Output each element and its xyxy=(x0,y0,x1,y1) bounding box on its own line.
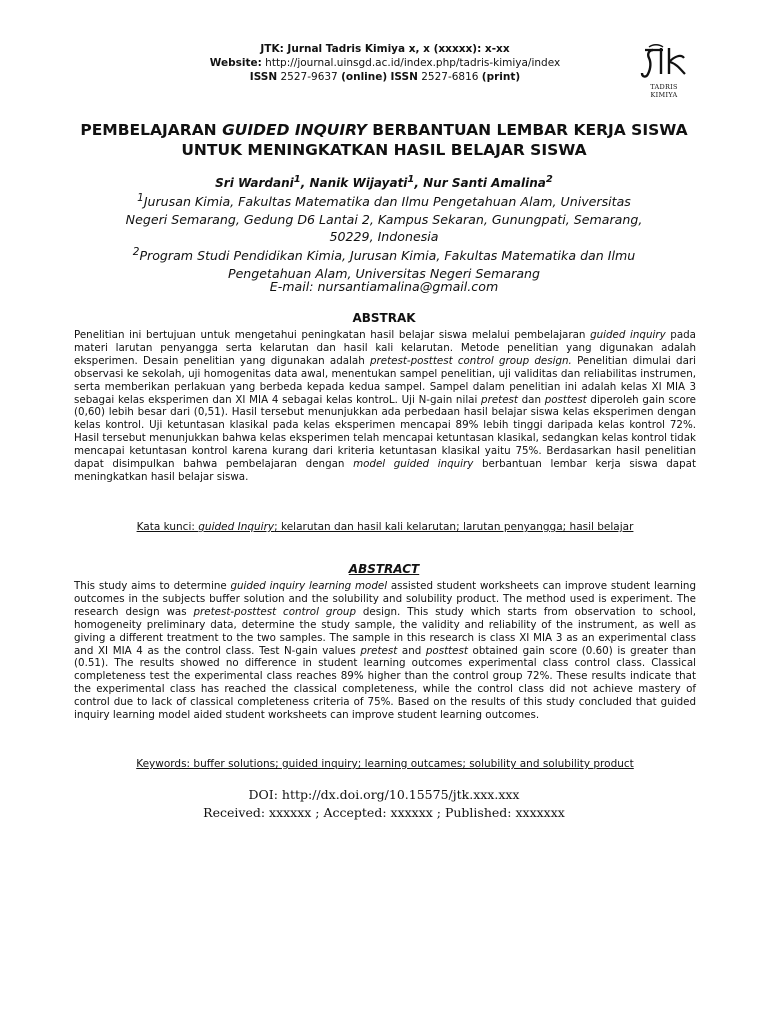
abstrak-text: diperoleh gain score (0,60) lebih besar dari (0,51). Hasil tersebut menunjukkan ada perbedaan hasil belajar siswa kelas eksperimen dengan kelas kontrol. Uji ketuntasan klasikal pada kelas eksperimen mencapai 89% lebih tinggi daripada kelas kontrol 72%. Hasil tersebut menunjukkan bahwa kelas eksperimen telah mencapai ketuntasan klasikal, sedangkan kelas kontrol tidak mencapai ketuntasan kontrol karena kurang dari kriteria ketuntasan klasikal yaitu 75%. Berdasarkan hasil penelitian dapat disimpulkan bahwa pembelajaran dengan xyxy=(74,393,696,471)
abstrak-body xyxy=(74,329,696,484)
title-line-2: UNTUK MENINGKATKAN HASIL BELAJAR SISWA xyxy=(181,141,587,159)
abstract-text: assisted student worksheets can improve student learning outcomes in the subjects buffer solution and the solubility and solubility product. The method used is experiment. The research design was xyxy=(74,580,696,618)
issn-print: 2527-6816 xyxy=(421,71,479,83)
jtk-logo-icon xyxy=(639,44,689,82)
title-part: PEMBELAJARAN xyxy=(80,121,223,139)
journal-logo xyxy=(636,44,692,99)
abstrak-text: Penelitian dimulai dari observasi ke sekolah, uji homogenitas data awal, menentukan sampel penelitian, uji validitas dan reliabilitas instrumen, serta memberikan perlakuan yang berbeda kepada kedua sampel. Sampel dalam penelitian ini adalah kelas XI MIA 3 sebagai kelas eksperimen dan XI MIA 4 sebagai kelas kontroL. Uji N-gain nilai xyxy=(74,354,696,406)
issn-online: 2527-9637 xyxy=(280,71,338,83)
print-label: (print) xyxy=(481,71,521,83)
author-affil-mark: 2 xyxy=(545,174,553,185)
website-url[interactable]: http://journal.uinsgd.ac.id/index.php/tadris-kimiya/index xyxy=(265,57,561,69)
abstrak-text: dan xyxy=(517,393,545,406)
abstrak-text: Penelitian ini bertujuan untuk mengetahui peningkatan hasil belajar siswa melalui pembelajaran xyxy=(74,329,591,341)
author-separator: , xyxy=(414,176,424,190)
paper-title xyxy=(40,120,728,160)
journal-header xyxy=(150,42,620,84)
abstrak-italic: guided inquiry xyxy=(590,329,666,341)
title-line-1 xyxy=(40,120,728,140)
affil-mark: 2 xyxy=(132,246,140,258)
doi-line[interactable]: DOI: http://dx.doi.org/10.15575/jtk.xxx.xxx xyxy=(248,787,520,802)
abstract-heading: ABSTRACT xyxy=(348,562,420,576)
affiliation-2 xyxy=(120,244,648,282)
author-affil-mark: 1 xyxy=(293,174,301,185)
issn-label: ISSN xyxy=(390,71,418,83)
journal-citation: JTK: Jurnal Tadris Kimiya x, x (xxxxx): x-xx xyxy=(260,43,510,55)
abstract-text: obtained gain score (0.60) is greater than (0.51). The results showed no difference in student learning outcomes experimental class control class. Classical completeness test the experimental class reaches 89% higher than the control group 72%. These results indicate that the experimental class has reached the classical completeness, while the control class did not achieve mastery of control due to lack of classical completeness criteria of 75%. Based on the results of this study concluded that guided inquiry learning model aided student worksheets can improve student learning outcomes. xyxy=(74,644,696,722)
author-separator: , xyxy=(300,176,310,190)
author-list xyxy=(120,174,648,190)
logo-caption: TADRIS KIMIYA xyxy=(650,83,678,99)
online-label: (online) xyxy=(341,71,388,83)
publication-dates: Received: xxxxxx ; Accepted: xxxxxx ; Published: xxxxxxx xyxy=(203,805,565,820)
author-name: Nur Santi Amalina xyxy=(423,176,546,190)
journal-issn xyxy=(150,70,620,84)
affil-text: Jurusan Kimia, Fakultas Matematika dan Ilmu Pengetahuan Alam, Universitas Negeri Semarang, Gedung D6 Lantai 2, Kampus Sekaran, Gunungpati, Semarang, 50229, Indonesia xyxy=(125,194,643,245)
abstract-italic: posttest xyxy=(425,644,468,657)
author-name: Nanik Wijayati xyxy=(309,176,408,190)
website-label: Website: xyxy=(209,57,262,69)
abstract-text: This study aims to determine xyxy=(74,580,231,592)
abstrak-italic: posttest xyxy=(544,393,587,406)
issn-label: ISSN xyxy=(249,71,278,83)
affiliation-1 xyxy=(120,190,648,246)
abstrak-italic: model guided inquiry xyxy=(353,458,474,471)
abstrak-italic: pretest xyxy=(481,393,518,406)
keywords: Keywords: buffer solutions; guided inquiry; learning outcames; solubility and solubility product xyxy=(136,758,634,770)
kw-italic: guided Inquiry xyxy=(198,521,275,533)
abstract-body xyxy=(74,580,696,722)
affil-text: Program Studi Pendidikan Kimia, Jurusan Kimia, Fakultas Matematika dan Ilmu Pengetahuan Alam, Universitas Negeri Semarang xyxy=(139,248,636,281)
kata-kunci xyxy=(74,521,696,533)
abstract-italic: pretest-posttest control group xyxy=(193,605,356,618)
abstrak-heading: ABSTRAK xyxy=(352,311,416,325)
title-italic: GUIDED INQUIRY xyxy=(222,121,367,139)
affil-mark: 1 xyxy=(137,192,144,204)
abstract-text: and xyxy=(397,644,426,657)
kw-label: Kata kunci: xyxy=(136,521,199,533)
kw-rest: ; kelarutan dan hasil kali kelarutan; larutan penyangga; hasil belajar xyxy=(274,521,634,533)
abstract-italic: guided inquiry learning model xyxy=(230,580,388,592)
corresponding-email: E-mail: nursantiamalina@gmail.com xyxy=(269,279,499,294)
abstract-text: design. This study which starts from observation to school, homogeneity preliminary data, determine the study sample, the validity and reliability of the instrument, as well as giving a different treatment to the two samples. The sample in this research is class XI MIA 3 as an experimental class and XI MIA 4 as the control class. Test N-gain values xyxy=(74,605,696,657)
author-name: Sri Wardani xyxy=(215,176,294,190)
abstrak-text: berbantuan lembar kerja siswa dapat meningkatkan hasil belajar siswa. xyxy=(74,458,696,483)
abstract-italic: pretest xyxy=(360,644,398,657)
abstrak-text: pada materi larutan penyangga serta kelarutan dan hasil kali kelarutan. Metode penelitian yang digunakan adalah eksperimen. Desain penelitian yang digunakan adalah xyxy=(74,329,696,367)
abstrak-italic: pretest-posttest control group design. xyxy=(370,354,572,367)
title-part: BERBANTUAN LEMBAR KERJA SISWA xyxy=(366,121,688,139)
journal-website xyxy=(150,56,620,70)
author-affil-mark: 1 xyxy=(407,174,415,185)
